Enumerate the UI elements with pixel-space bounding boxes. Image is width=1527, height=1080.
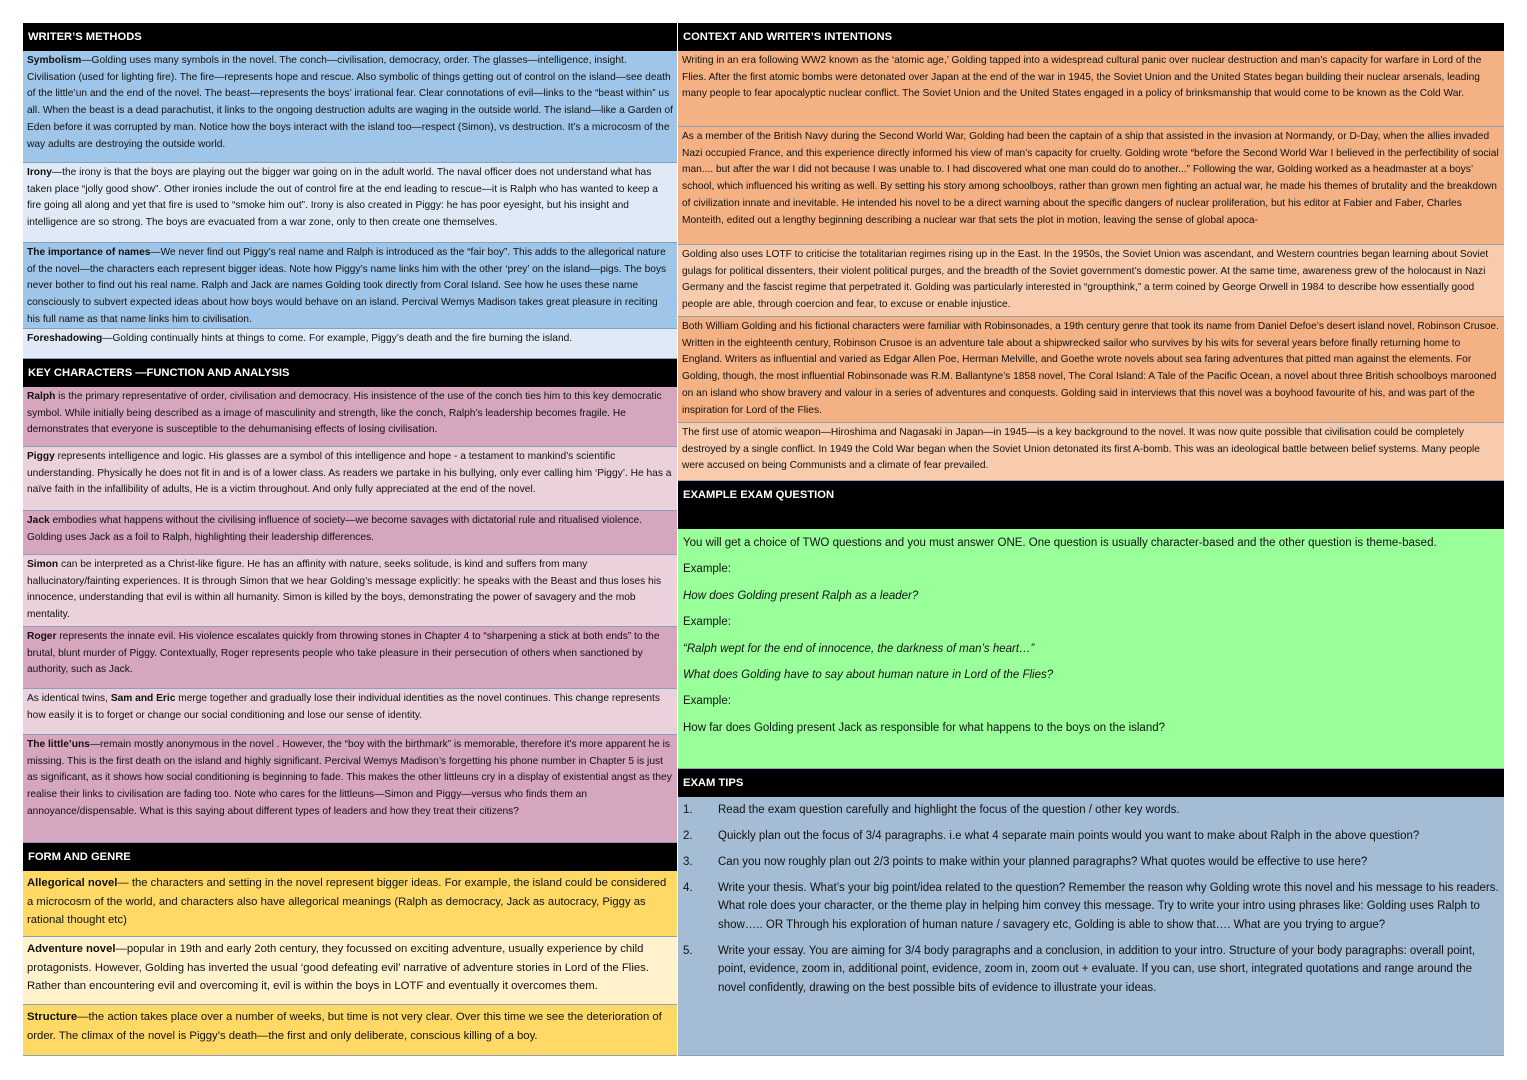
example-label: Example: — [683, 563, 731, 576]
tip-text: Can you now roughly plan out 2/3 points to make within your planned paragraphs? What quotes would be effective to use here? — [718, 855, 1368, 868]
exam-question-body — [678, 529, 1504, 769]
method-names — [23, 243, 677, 329]
method-text: —Golding uses many symbols in the novel. The conch—civilisation, democracy, order. The glasses—intelligence, insight. Civilisation (used for lighting fire). The fire—represents hope and rescue. Also symbolic of things getting out of control on the island—see death of the little’un and the end of the novel. The beast—represents the boys’ irrational fear. Clear connotations of evil—links to the “beast within” us all. When the beast is a dead parachutist, it links to the ongoing destruction adults are waging in the outside world. The island—like a Garden of Eden before it was corrupted by man. Notice how the boys interact with the island too—respect (Simon), vs destruction. It’s a microcosm of the way adults are destroying the outside world. — [27, 55, 673, 150]
context-text: Both William Golding and his fictional characters were familiar with Robinsonades, a 19th century genre that took its name from Daniel Defoe’s desert island novel, Robinson Crusoe. Written in the eighteenth century, Robinson Crusoe is an adventure tale about a shipwrecked sailor who survives by his wits for several years before finally returning home to England. Writers as influential and varied as Edgar Allen Poe, Herman Melville, and Goethe wrote novels about sea faring adventures that pitted man against the elements. For Golding, though, the most influential Robinsonade was R.M. Ballantyne’s 1858 novel, The Coral Island: A Tale of the Pacific Ocean, a novel about three British schoolboys marooned on an island who show bravery and valour in a series of adventures and conquests. Golding said in interviews that this novel was a boyhood favourite of his, and was part of the inspiration for Lord of the Flies. — [682, 321, 1499, 416]
character-jack — [23, 511, 677, 555]
character-name: Roger — [27, 631, 57, 642]
tip-text: Write your essay. You are aiming for 3/4 body paragraphs and a conclusion, in addition to your intro. Structure of your body paragraphs: overall point, point, evidence, zoom in, additional point, evidence, zoom in, zoom out + evaluate. If you can, use short, integrated quotations and range around the novel confidently, drawing on the best possible bits of evidence to illustrate your ideas. — [718, 944, 1476, 994]
character-text: —remain mostly anonymous in the novel . However, the “boy with the birthmark” is memorable, therefore it’s more apparent he is missing. This is the first death on the island and highly significant. Percival Wemys Madison’s forgetting his phone number in Chapter 5 is just as significant, as it shows how social conditioning is beginning to fade. This makes the other littleuns cry in a display of existential angst as they realise their links to civilisation are fading too. Note who cares for the littleuns—Simon and Piggy—versus who finds them an annoyance/dispensable. What is this saying about different types of leaders and how they treat their citizens? — [27, 739, 672, 817]
example-question: How does Golding present Ralph as a leader? — [683, 589, 919, 602]
tip-number: 1. — [683, 804, 693, 816]
tip-number: 3. — [683, 855, 693, 868]
tip-text: Write your thesis. What’s your big point/idea related to the question? Remember the reason why Golding wrote this novel and his message to his readers. What role does your character, or the theme play in helping him convey this message. Try to write your intro using phrases like: Golding uses Ralph to show….. OR Through his exploration of human nature / savagery etc, Golding is able to show that…. What are you trying to argue? — [718, 881, 1499, 931]
character-name: The little’uns — [27, 739, 90, 750]
method-text: —Golding continually hints at things to come. For example, Piggy’s death and the fire burning the island. — [102, 333, 573, 344]
method-text: —the irony is that the boys are playing out the bigger war going on in the adult world. The naval officer does not understand what has taken place “jolly good show”. Other ironies include the out of control fire at the end leading to rescue—it is Ralph who has wanted to keep a fire going all along and yet that fire is used to “smoke him out”. Irony is also created in Piggy: he has poor eyesight, but his insight and intelligence are so strong. The boys are evacuated from a war zone, only to then create one themselves. — [27, 167, 658, 229]
tip-text: Quickly plan out the focus of 3/4 paragraphs. i.e what 4 separate main points would you want to make about Ralph in the above question? — [718, 829, 1420, 842]
tip-item — [683, 827, 1499, 846]
character-name: Simon — [27, 559, 59, 570]
tip-item — [683, 853, 1499, 872]
character-prefix: As identical twins, — [27, 693, 111, 704]
method-term: Irony — [27, 167, 52, 178]
context-text: Golding also uses LOTF to criticise the totalitarian regimes rising up in the East. In the 1950s, the Soviet Union was ascendant, and Western countries began learning about Soviet gulags for political dissenters, their violent political purges, and the breadth of the Soviet government’s domestic power. At the same time, awareness grew of the holocaust in Nazi Germany and the fascist regime that perpetrated it. Golding was particularly interested in “groupthink,” a term coined by George Orwell in 1984 to describe how essentially good people are able, through coercion and fear, to excuse or enable injustice. — [682, 249, 1489, 311]
context-atomic-age — [678, 51, 1504, 127]
tip-text: Read the exam question carefully and highlight the focus of the question / other key words. — [718, 804, 1180, 816]
example-label: Example: — [683, 616, 731, 629]
exam-tips-header: EXAM TIPS — [678, 769, 1504, 797]
form-genre-header: FORM AND GENRE — [23, 843, 677, 871]
character-name: Sam and Eric — [110, 693, 176, 704]
character-text: represents the innate evil. His violence escalates quickly from throwing stones in Chapter 4 to “sharpening a stick at both ends” to the brutal, blunt murder of Piggy. Contextually, Roger represents people who take pleasure in their persecution of others when sanctioned by authority, such as Jack. — [27, 631, 660, 676]
character-simon — [23, 555, 677, 627]
character-text: merge together and gradually lose their individual identities as the novel continues. This change represents how easily it is to forget or change our social conditioning and lose our sense of identity. — [27, 693, 660, 721]
method-irony — [23, 163, 677, 243]
character-name: Jack — [27, 515, 50, 526]
key-characters-header: KEY CHARACTERS —FUNCTION AND ANALYSIS — [23, 359, 677, 387]
writers-methods-header: WRITER’S METHODS — [23, 23, 677, 51]
example-quote: “Ralph wept for the end of innocence, the darkness of man’s heart…” — [683, 642, 1035, 655]
right-column — [678, 23, 1504, 1056]
tip-item — [683, 801, 1499, 820]
tip-number: 5. — [683, 944, 693, 957]
exam-question-header: EXAMPLE EXAM QUESTION — [678, 481, 1504, 529]
form-term: Allegorical novel — [27, 877, 118, 889]
character-roger — [23, 627, 677, 689]
context-atomic-weapon — [678, 423, 1504, 481]
tip-item — [683, 942, 1499, 998]
character-text: is the primary representative of order, civilisation and democracy. His insistence of the use of the conch ties him to this key democratic symbol. While initially being described as a image of masculinity and strength, like the conch, Ralph’s leadership becomes fragile. He demonstrates that everyone is susceptible to the dehumanising effects of losing civilisation. — [27, 391, 662, 436]
context-navy — [678, 127, 1504, 245]
form-structure — [23, 1005, 677, 1056]
form-adventure — [23, 937, 677, 1005]
tip-item — [683, 879, 1499, 935]
exam-tips-body — [678, 797, 1504, 1056]
character-text: represents intelligence and logic. His glasses are a symbol of this intelligence and hope - a testament to mankind’s scientific understanding. Physically he does not fit in and is of a lower class. As readers we partake in his bullying, only ever calling him ‘Piggy’. He has a naïve faith in the infallibility of adults, He is a victim throughout. And only fully appreciated at the end of the novel. — [27, 451, 672, 496]
context-text: Writing in an era following WW2 known as the ‘atomic age,’ Golding tapped into a widespread cultural panic over nuclear destruction and man’s capacity for warfare in Lord of the Flies. After the first atomic bombs were detonated over Japan at the end of the war in 1945, the Soviet Union and the United States began building their nuclear arsenals, leading many people to fear apocalyptic nuclear conflict. The Soviet Union and the United States engaged in a policy of brinksmanship that would come to be known as the Cold War. — [682, 55, 1482, 100]
character-name: Ralph — [27, 391, 56, 402]
example-question: How far does Golding present Jack as responsible for what happens to the boys on the island? — [683, 721, 1166, 734]
context-header: CONTEXT AND WRITER’S INTENTIONS — [678, 23, 1504, 51]
character-piggy — [23, 447, 677, 511]
character-ralph — [23, 387, 677, 447]
exam-intro: You will get a choice of TWO questions and you must answer ONE. One question is usually character-based and the other question is theme-based. — [683, 537, 1437, 549]
method-term: The importance of names — [27, 247, 151, 258]
form-term: Adventure novel — [27, 943, 116, 955]
context-robinsonades — [678, 317, 1504, 423]
example-question: What does Golding have to say about human nature in Lord of the Flies? — [683, 668, 1054, 681]
method-term: Foreshadowing — [27, 333, 103, 344]
method-symbolism — [23, 51, 677, 163]
form-term: Structure — [27, 1011, 78, 1023]
form-allegorical — [23, 871, 677, 937]
context-totalitarian — [678, 245, 1504, 317]
tip-number: 2. — [683, 829, 693, 842]
character-name: Piggy — [27, 451, 55, 462]
character-text: embodies what happens without the civilising influence of society—we become savages with dictatorial rule and ritualised violence. Golding uses Jack as a foil to Ralph, highlighting their leadership differences. — [27, 515, 642, 543]
context-text: As a member of the British Navy during the Second World War, Golding had been the captain of a ship that assisted in the invasion at Normandy, or D-Day, when the allies invaded Nazi occupied France, and this experience directly informed his view of man’s capacity for cruelty. Golding wrote “before the Second World War I believed in the perfectibility of social man.... but after the war I did not because I was unable to. I had discovered what one man could do to another...” Following the war, Golding worked as a headmaster at a boys’ school, which influenced his writing as well. By setting his story among schoolboys, rather than grown men fighting an actual war, he made his themes of brutality and the breakdown of civilization innate and inevitable. He intended his novel to be a direct warning about the specific dangers of nuclear proliferation, but his editor at Fabier and Faber, Charles Monteith, edited out a lengthy beginning describing a nuclear war that sets the plot in motion, leaving the sense of global apoca- — [682, 131, 1499, 226]
tip-number: 4. — [683, 881, 693, 894]
form-text: —popular in 19th and early 2oth century, they focussed on exciting adventure, usually experience by child protagonists. However, Golding has inverted the usual ‘good defeating evil’ narrative of adventure stories in Lord of the Flies. Rather than encountering evil and overcoming it, evil is within the boys in LOTF and eventually it overcomes them. — [27, 943, 649, 992]
character-text: can be interpreted as a Christ-like figure. He has an affinity with nature, seeks solitude, is kind and suffers from many hallucinatory/fainting experiences. It is through Simon that we hear Golding’s message explicitly: he speaks with the Beast and thus loses his innocence, understanding that evil is within all humanity. Simon is killed by the boys, demonstrating the power of savagery and the mob mentality. — [27, 559, 662, 621]
left-column — [23, 23, 677, 1056]
form-text: — the characters and setting in the novel represent bigger ideas. For example, the island could be considered a microcosm of the world, and characters also have allegorical meanings (Ralph as democracy, Jack as autocracy, Piggy as rational thought etc) — [27, 877, 667, 926]
context-text: The first use of atomic weapon—Hiroshima and Nagasaki in Japan—in 1945—is a key background to the novel. It was now quite possible that civilisation could be completely destroyed by a single conflict. In 1949 the Cold War began when the Soviet Union detonated its first A-bomb. This was an ideological battle between belief systems. Many people were accused on being Communists and a climate of fear prevailed. — [682, 427, 1480, 472]
character-sam-eric — [23, 689, 677, 735]
method-text: —We never find out Piggy’s real name and Ralph is introduced as the “fair boy”. This adds to the allegorical nature of the novel—the characters each represent bigger ideas. Note how Piggy’s name links him with the other ‘prey’ on the island—pigs. The boys never bother to find out his real name. Ralph and Jack are names Golding took directly from Coral Island. See how he uses these name consciously to subvert expected ideas about how boys would behave on an island. Percival Wemys Madison takes great pleasure in reciting his full name as that name links him to civilisation. — [27, 247, 667, 325]
character-littleuns — [23, 735, 677, 843]
form-text: —the action takes place over a number of weeks, but time is not very clear. Over this time we see the deterioration of order. The climax of the novel is Piggy’s death—the first and only deliberate, conscious killing of a boy. — [27, 1011, 662, 1042]
method-term: Symbolism — [27, 55, 82, 66]
example-label: Example: — [683, 695, 731, 708]
method-foreshadowing — [23, 329, 677, 359]
